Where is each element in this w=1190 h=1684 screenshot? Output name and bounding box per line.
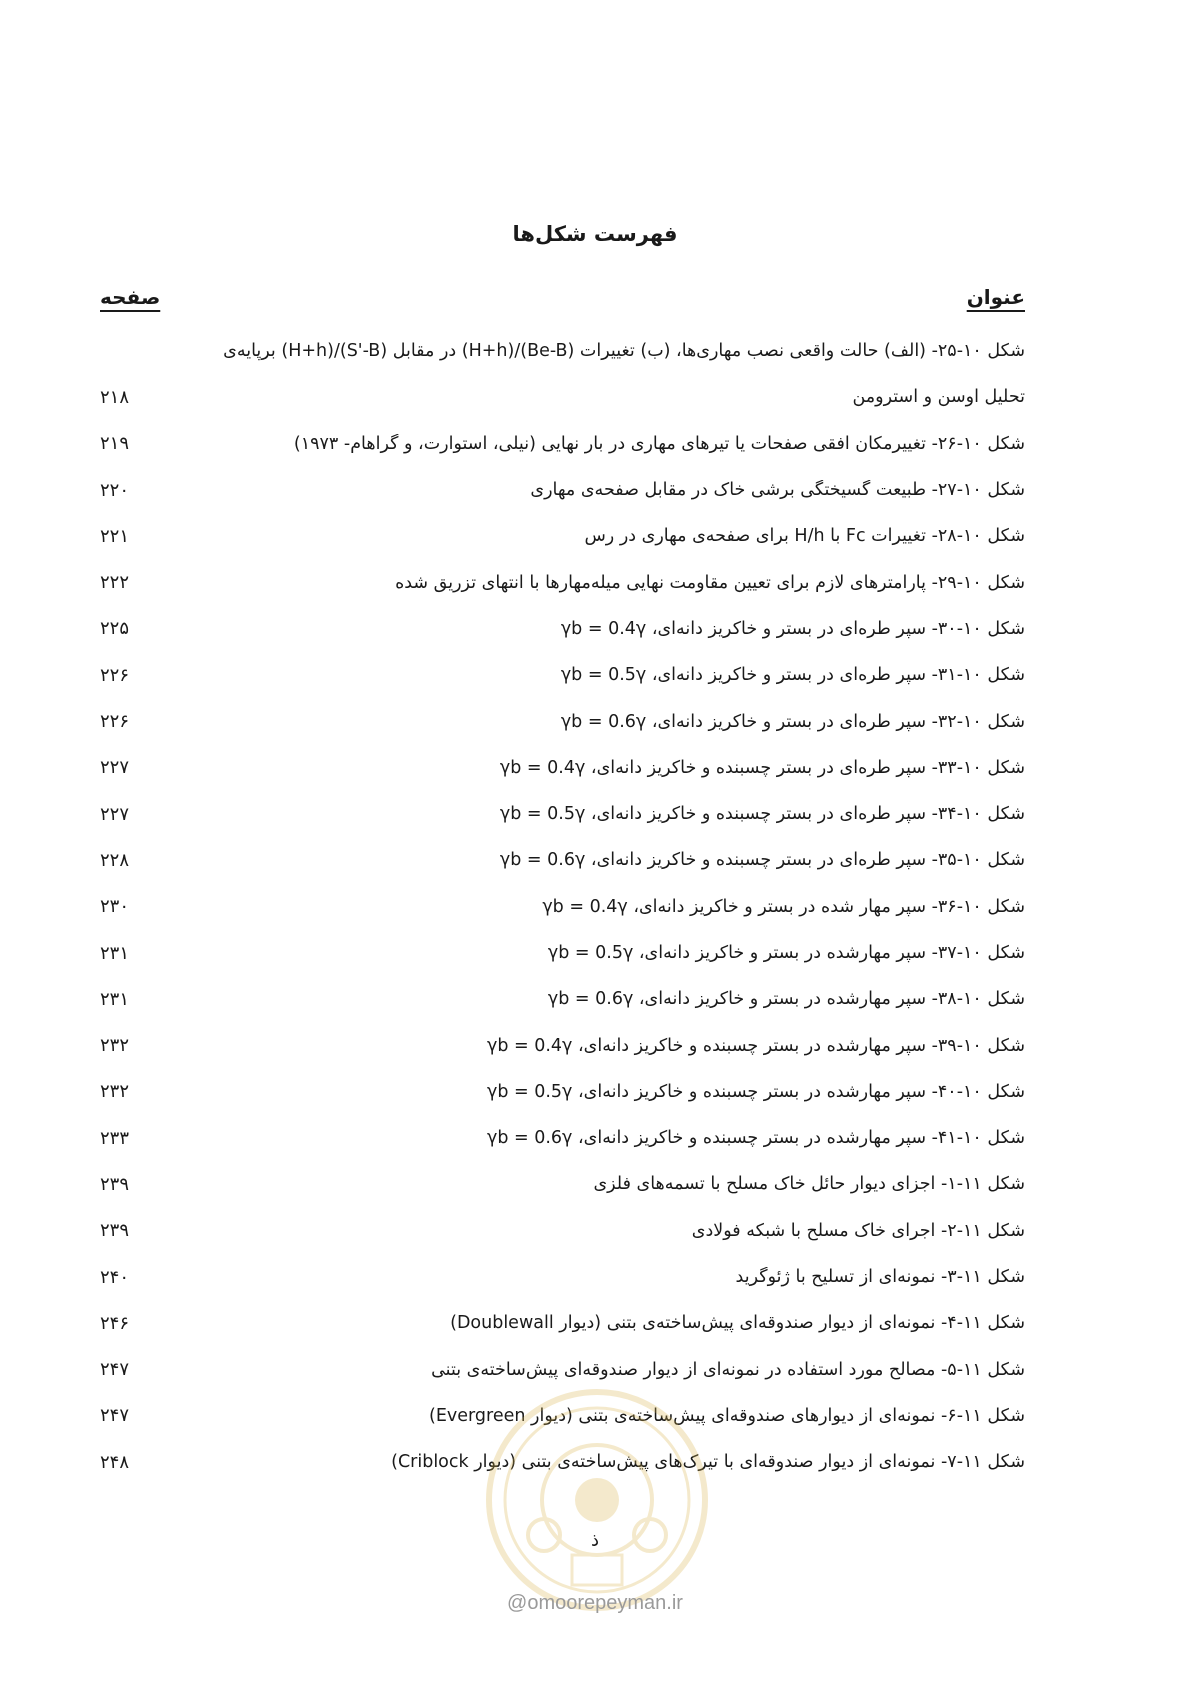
- entry-text: تحلیل اوسن و استرومن: [852, 387, 1025, 408]
- column-header-title: عنوان: [966, 285, 1025, 309]
- list-item[interactable]: [100, 1208, 1025, 1254]
- list-item[interactable]: [100, 884, 1025, 930]
- entry-page: ۲۲۸: [100, 849, 130, 871]
- entry-text: شکل ۱۱-۶- نمونه‌ای از دیوارهای صندوقه‌ای پیش‌ساخته‌ی بتنی (دیوار Evergreen): [429, 1405, 1025, 1426]
- list-item[interactable]: [100, 374, 1025, 420]
- figures-list: [100, 328, 1025, 1485]
- entry-page: ۲۴۰: [100, 1266, 130, 1288]
- list-item[interactable]: [100, 698, 1025, 744]
- list-item[interactable]: [100, 976, 1025, 1022]
- list-item[interactable]: [100, 1161, 1025, 1207]
- entry-text: شکل ۱۱-۳- نمونه‌ای از تسلیح با ژئوگرید: [735, 1267, 1025, 1288]
- entry-page: ۲۳۱: [100, 942, 130, 964]
- list-item[interactable]: [100, 559, 1025, 605]
- entry-text: شکل ۱۰-۳۳- سپر طره‌ای در بستر چسبنده و خاکریز دانه‌ای، γb = 0.4γ: [499, 757, 1025, 778]
- column-header-page: صفحه: [100, 285, 161, 309]
- entry-text: شکل ۱۱-۴- نمونه‌ای از دیوار صندوقه‌ای پیش‌ساخته‌ی بتنی (دیوار Doublewall): [450, 1313, 1025, 1334]
- entry-page: ۲۲۷: [100, 757, 130, 779]
- entry-page: ۲۲۲: [100, 572, 130, 594]
- entry-text: شکل ۱۱-۵- مصالح مورد استفاده در نمونه‌ای از دیوار صندوقه‌ای پیش‌ساخته‌ی بتنی: [431, 1359, 1025, 1380]
- entry-text: شکل ۱۰-۳۷- سپر مهارشده در بستر و خاکریز دانه‌ای، γb = 0.5γ: [547, 943, 1025, 963]
- entry-text: شکل ۱۰-۳۰- سپر طره‌ای در بستر و خاکریز دانه‌ای، γb = 0.4γ: [560, 618, 1025, 639]
- list-item[interactable]: [100, 837, 1025, 883]
- entry-page: ۲۴۷: [100, 1405, 130, 1427]
- entry-text: شکل ۱۰-۳۶- سپر مهار شده در بستر و خاکریز دانه‌ای، γb = 0.4γ: [542, 896, 1025, 917]
- entry-page: ۲۱۹: [100, 433, 130, 455]
- entry-page: ۲۲۶: [100, 711, 130, 733]
- list-item[interactable]: [100, 328, 1025, 374]
- page-number: ذ: [590, 1530, 599, 1551]
- list-item[interactable]: [100, 1300, 1025, 1346]
- entry-text: شکل ۱۰-۳۲- سپر طره‌ای در بستر و خاکریز دانه‌ای، γb = 0.6γ: [560, 711, 1025, 732]
- entry-text: شکل ۱۰-۳۴- سپر طره‌ای در بستر چسبنده و خاکریز دانه‌ای، γb = 0.5γ: [499, 804, 1025, 825]
- entry-text: شکل ۱۰-۳۱- سپر طره‌ای در بستر و خاکریز دانه‌ای، γb = 0.5γ: [560, 665, 1025, 686]
- entry-page: ۲۳۱: [100, 988, 130, 1010]
- list-item[interactable]: [100, 791, 1025, 837]
- entry-page: ۲۲۷: [100, 803, 130, 825]
- list-item[interactable]: [100, 652, 1025, 698]
- entry-page: ۲۱۸: [100, 386, 130, 408]
- list-item[interactable]: [100, 930, 1025, 976]
- entry-page: ۲۳۳: [100, 1127, 130, 1149]
- list-item[interactable]: [100, 606, 1025, 652]
- entry-page: ۲۳۹: [100, 1220, 130, 1242]
- watermark-url: @omoorepeyman.ir: [507, 1592, 683, 1614]
- entry-page: ۲۲۵: [100, 618, 130, 640]
- entry-text: شکل ۱۰-۴۰- سپر مهارشده در بستر چسبنده و خاکریز دانه‌ای، γb = 0.5γ: [486, 1081, 1025, 1102]
- list-item[interactable]: [100, 513, 1025, 559]
- page-title: فهرست شکل‌ها: [512, 222, 678, 246]
- list-item[interactable]: [100, 1022, 1025, 1068]
- entry-page: ۲۲۰: [100, 479, 130, 501]
- entry-page: ۲۲۶: [100, 664, 130, 686]
- list-item[interactable]: [100, 745, 1025, 791]
- entry-text: شکل ۱۰-۲۷- طبیعت گسیختگی برشی خاک در مقابل صفحه‌ی مهاری: [530, 480, 1025, 501]
- list-item[interactable]: [100, 1069, 1025, 1115]
- entry-page: ۲۲۱: [100, 525, 130, 547]
- entry-page: ۲۳۲: [100, 1035, 130, 1057]
- list-item[interactable]: [100, 1115, 1025, 1161]
- entry-page: ۲۴۶: [100, 1312, 130, 1334]
- entry-text: شکل ۱۰-۲۵- (الف) حالت واقعی نصب مهاری‌ها، (ب) تغییرات (Be-B)/(H+h) در مقابل (S'-B)/(H+h) برپایه‌ی: [223, 341, 1025, 362]
- entry-text: شکل ۱۰-۳۹- سپر مهارشده در بستر چسبنده و خاکریز دانه‌ای، γb = 0.4γ: [486, 1035, 1025, 1056]
- entry-text: شکل ۱۰-۲۸- تغییرات Fc با H/h برای صفحه‌ی مهاری در رس: [584, 526, 1025, 547]
- entry-page: ۲۳۲: [100, 1081, 130, 1103]
- list-item[interactable]: [100, 421, 1025, 467]
- watermark-seal-icon: [482, 1385, 712, 1615]
- entry-page: ۲۳۰: [100, 896, 130, 918]
- entry-text: شکل ۱۱-۱- اجزای دیوار حائل خاک مسلح با تسمه‌های فلزی: [593, 1174, 1025, 1195]
- entry-text: شکل ۱۱-۷- نمونه‌ای از دیوار صندوقه‌ای با تیرک‌های پیش‌ساخته‌ی بتنی (دیوار Criblock): [391, 1452, 1025, 1473]
- entry-page: ۲۳۹: [100, 1173, 130, 1195]
- entry-text: شکل ۱۰-۲۹- پارامترهای لازم برای تعیین مقاومت نهایی میله‌مهارها با انتهای تزریق شده: [395, 572, 1025, 593]
- entry-text: شکل ۱۰-۳۸- سپر مهارشده در بستر و خاکریز دانه‌ای، γb = 0.6γ: [547, 989, 1025, 1010]
- list-item[interactable]: [100, 1254, 1025, 1300]
- list-item[interactable]: [100, 467, 1025, 513]
- entry-page: ۲۴۷: [100, 1359, 130, 1381]
- entry-text: شکل ۱۰-۴۱- سپر مهارشده در بستر چسبنده و خاکریز دانه‌ای، γb = 0.6γ: [486, 1128, 1025, 1149]
- entry-text: شکل ۱۰-۲۶- تغییرمکان افقی صفحات یا تیرهای مهاری در بار نهایی (نیلی، استوارت، و گراهام- ۱۹۷۳): [293, 433, 1025, 454]
- entry-page: ۲۴۸: [100, 1451, 130, 1473]
- entry-text: شکل ۱۰-۳۵- سپر طره‌ای در بستر چسبنده و خاکریز دانه‌ای، γb = 0.6γ: [499, 850, 1025, 871]
- entry-text: شکل ۱۱-۲- اجرای خاک مسلح با شبکه فولادی: [691, 1220, 1025, 1241]
